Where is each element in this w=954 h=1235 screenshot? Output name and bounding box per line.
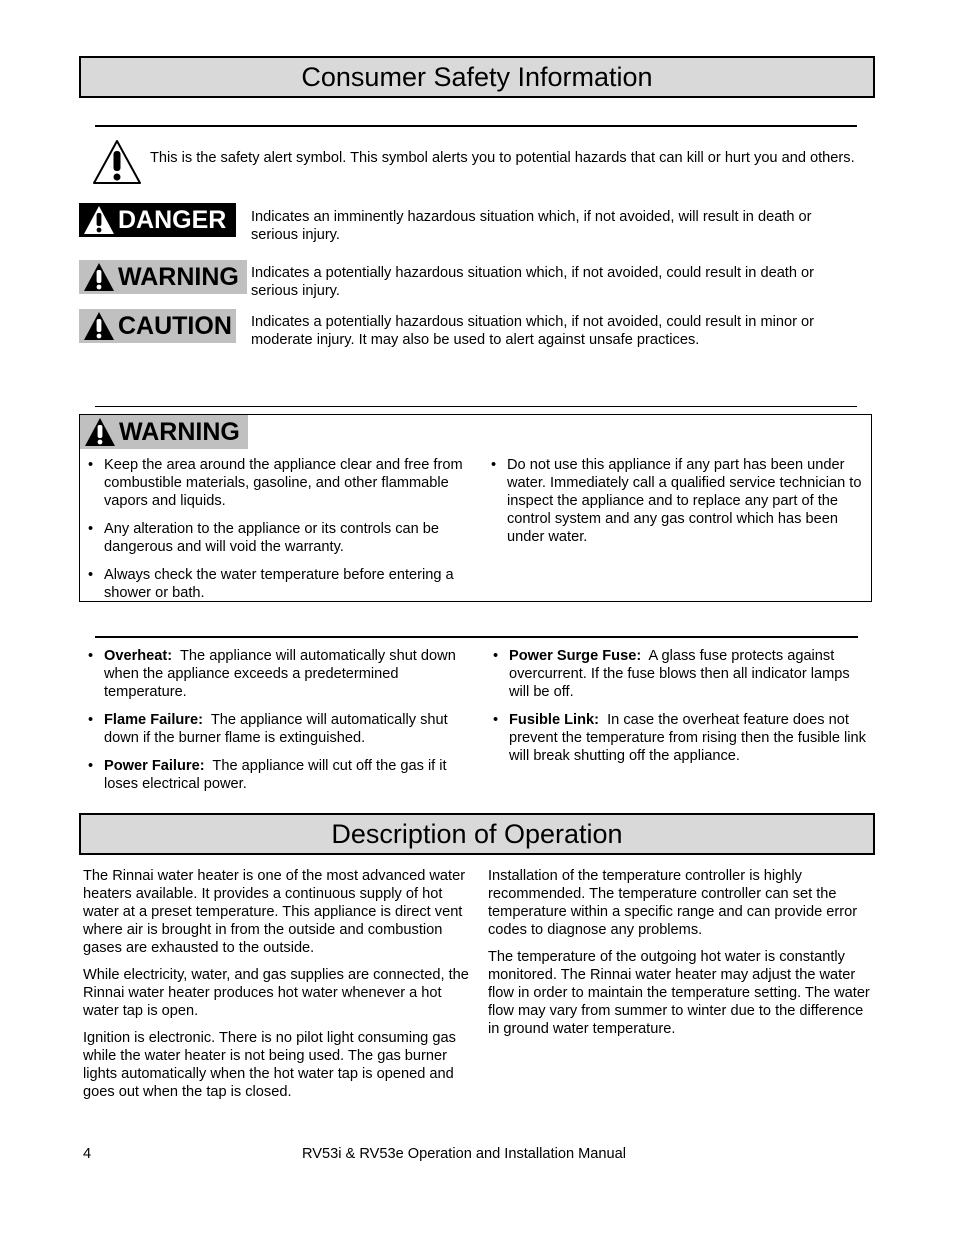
list-item: • Fusible Link: In case the overheat feature does not prevent the temperature from rising then the fusible link will break shutting off the appliance. <box>489 711 873 765</box>
list-item: • Always check the water temperature before entering a shower or bath. <box>84 566 469 602</box>
paragraph: The Rinnai water heater is one of the most advanced water heaters available. It provides a continuous supply of hot water at a preset temperature. This appliance is direct vent where air is brought in from the outside and combustion gases are exhausted to the outside. <box>83 868 466 956</box>
caution-description: Indicates a potentially hazardous situation which, if not avoided, could result in minor or moderate injury. It may also be used to alert against unsafe practices. <box>251 314 814 348</box>
list-item: • Keep the area around the appliance clear and free from combustible materials, gasoline, and other flammable vapors and liquids. <box>84 456 469 510</box>
section-title-description-of-operation: Description of Operation <box>79 813 875 855</box>
paragraph: Installation of the temperature controller is highly recommended. The temperature controller can set the temperature within a specific range and can provide error codes to diagnose any problems. <box>488 868 858 938</box>
list-item: • Any alteration to the appliance or its controls can be dangerous and will void the warranty. <box>84 520 469 556</box>
warning-box <box>79 414 872 602</box>
paragraph: The temperature of the outgoing hot water is constantly monitored. The Rinnai water heater may adjust the water flow in order to maintain the temperature setting. The water flow may vary from summer to winter due to the difference in ground water temperature. <box>488 949 870 1037</box>
manual-title: RV53i & RV53e Operation and Installation Manual <box>302 1146 626 1162</box>
features-list-right <box>489 647 873 775</box>
list-item: • Do not use this appliance if any part has been under water. Immediately call a qualified service technician to inspect the appliance and to replace any part of the control system and any gas control which has been under water. <box>487 456 871 546</box>
caution-word: CAUTION <box>118 311 232 340</box>
warning-box-label <box>80 415 248 449</box>
warning-box-word: WARNING <box>119 417 240 446</box>
operation-column-right <box>488 867 872 1047</box>
warning-word: WARNING <box>118 262 239 291</box>
alert-symbol-text: This is the safety alert symbol. This symbol alerts you to potential hazards that can kill or hurt you and others. <box>150 150 855 166</box>
operation-column-left <box>83 867 469 1110</box>
warning-triangle-icon <box>84 417 116 447</box>
divider <box>95 636 858 638</box>
divider <box>95 125 857 127</box>
warning-triangle-icon <box>83 311 115 341</box>
warning-list-right <box>487 456 871 556</box>
page-number: 4 <box>83 1146 92 1162</box>
list-item: • Overheat: The appliance will automatically shut down when the appliance exceeds a predetermined temperature. <box>84 647 470 701</box>
caution-label <box>79 309 236 343</box>
divider <box>95 406 857 407</box>
paragraph: Ignition is electronic. There is no pilot light consuming gas while the water heater is not being used. The gas burner lights automatically when the hot water tap is opened and goes out when the tap is closed. <box>83 1030 456 1100</box>
list-item: • Flame Failure: The appliance will automatically shut down if the burner flame is extinguished. <box>84 711 470 747</box>
warning-list-left <box>84 456 469 612</box>
safety-alert-icon <box>92 139 142 185</box>
section-title-consumer-safety: Consumer Safety Information <box>79 56 875 98</box>
paragraph: While electricity, water, and gas supplies are connected, the Rinnai water heater produces hot water whenever a hot water tap is open. <box>83 967 469 1019</box>
warning-description: Indicates a potentially hazardous situation which, if not avoided, could result in death or serious injury. <box>251 265 815 299</box>
warning-triangle-icon <box>83 205 115 235</box>
danger-description: Indicates an imminently hazardous situation which, if not avoided, will result in death or serious injury. <box>251 209 812 243</box>
warning-triangle-icon <box>83 262 115 292</box>
list-item: • Power Failure: The appliance will cut off the gas if it loses electrical power. <box>84 757 470 793</box>
warning-label <box>79 260 247 294</box>
danger-word: DANGER <box>118 205 227 234</box>
list-item: • Power Surge Fuse: A glass fuse protects against overcurrent. If the fuse blows then all indicator lamps will be off. <box>489 647 873 701</box>
danger-label <box>79 203 236 237</box>
features-list-left <box>84 647 470 803</box>
